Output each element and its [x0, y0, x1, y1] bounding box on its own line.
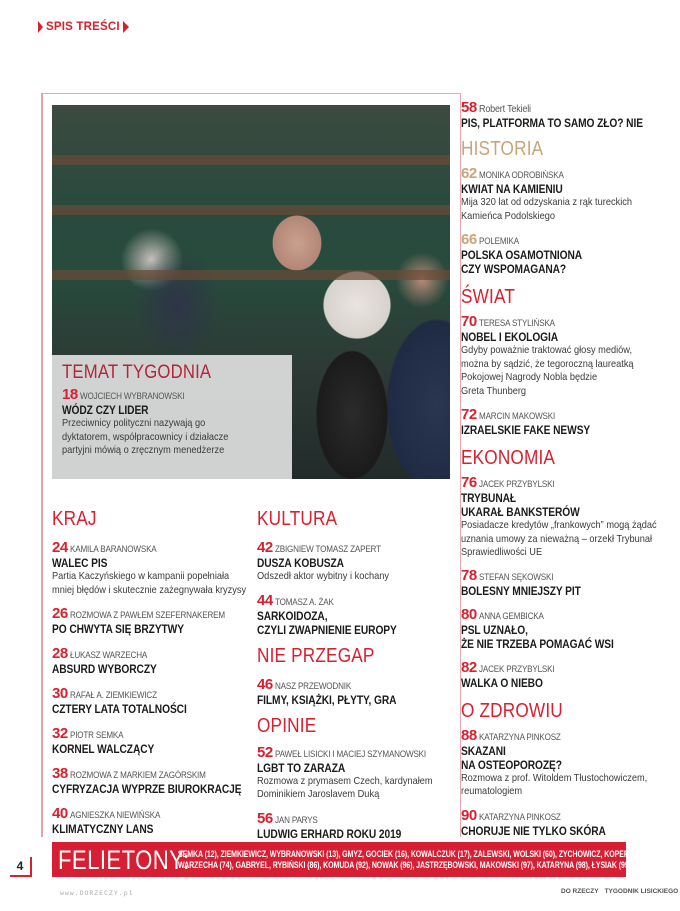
- page-number: 90: [461, 806, 477, 824]
- toc-entry[interactable]: [52, 540, 252, 597]
- article-title[interactable]: CYFRYZACJA WYPRZE BIUROKRACJĘ: [52, 782, 242, 796]
- article-description: Greta Thunberg: [461, 384, 527, 397]
- article-title[interactable]: CZYLI ZWAPNIENIE EUROPY: [257, 622, 397, 637]
- section-title-kultura: KULTURA: [257, 508, 338, 530]
- author: POLEMIKA: [478, 236, 519, 246]
- page-number: 62: [461, 165, 477, 182]
- author: WOJCIECH WYBRANOWSKI: [79, 391, 185, 401]
- section-title-o-zdrowiu: O ZDROWIU: [461, 699, 563, 722]
- toc-entry[interactable]: [461, 660, 676, 690]
- brand-name: DO RZECZY: [561, 888, 599, 895]
- article-description: Posiadacze kredytów „frankowych” mogą żądać: [461, 519, 657, 531]
- author: ŁUKASZ WARZECHA: [69, 650, 147, 660]
- brand-footer: [561, 888, 680, 895]
- author: TOMASZ A. ŻAK: [274, 596, 334, 607]
- section-title-nie-przegap: NIE PRZEGAP: [257, 644, 375, 667]
- article-description: Dominikiem Jaroslavem Duką: [257, 788, 380, 800]
- article-title[interactable]: KORNEL WALCZĄCY: [52, 742, 155, 756]
- toc-entry[interactable]: [257, 593, 457, 637]
- toc-entry[interactable]: [461, 568, 676, 598]
- page-number: 70: [461, 313, 477, 330]
- felietony-label: FELIETONY:: [58, 844, 190, 875]
- article-title[interactable]: BOLESNY MNIEJSZY PIT: [461, 583, 581, 598]
- article-title[interactable]: SARKOIDOZA,: [257, 608, 328, 623]
- felietony-line[interactable]: WARZECHA (74), GABRYEL, RYBIŃSKI (86), KOMUDA (92), NOWAK (96), JASTRZĘBOWSKI, MAKOWSKI (97), KATARYNA (98), ŁYSIAK (99): [178, 859, 631, 870]
- toc-entry[interactable]: [52, 646, 252, 676]
- author: AGNIESZKA NIEWIŃSKA: [69, 810, 160, 820]
- author: MARCIN MAKOWSKI: [478, 411, 555, 421]
- page-number: 42: [257, 539, 273, 556]
- frame-left-border: [41, 93, 43, 837]
- article-title[interactable]: CHORUJE NIE TYLKO SKÓRA: [461, 823, 606, 838]
- page-number: 80: [461, 605, 477, 623]
- photo-bench-row: [52, 270, 450, 280]
- article-title[interactable]: NA OSTEOPOROZĘ?: [461, 757, 562, 772]
- section-title-opinie: OPINIE: [257, 714, 317, 737]
- feature-photo[interactable]: [52, 105, 450, 479]
- author: PIOTR SEMKA: [69, 730, 124, 740]
- section-tag: [38, 18, 129, 36]
- page-number-badge: 4: [10, 857, 32, 877]
- author: Robert Tekieli: [478, 104, 531, 115]
- toc-entry[interactable]: [461, 407, 676, 437]
- author: JAN PARYS: [274, 814, 318, 825]
- toc-entry[interactable]: [257, 540, 457, 584]
- article-title[interactable]: PIS, PLATFORMA TO SAMO ZŁO? NIE: [461, 116, 643, 130]
- author: KATARZYNA PINKOSZ: [478, 811, 561, 822]
- article-description: uznania umowy za nieważną – orzekł Trybunał: [461, 532, 653, 545]
- section-title-swiat: ŚWIAT: [461, 286, 516, 308]
- author: NASZ PRZEWODNIK: [274, 680, 351, 691]
- page-number: 18: [62, 386, 78, 403]
- toc-entry[interactable]: [461, 232, 676, 276]
- toc-entry[interactable]: [52, 726, 252, 756]
- article-title[interactable]: ABSURD WYBORCZY: [52, 662, 157, 676]
- article-description: Pokojowej Nagrody Nobla będzie: [461, 371, 598, 383]
- felietony-names: [178, 849, 680, 871]
- toc-entry[interactable]: [52, 686, 252, 716]
- article-title[interactable]: ŻE NIE TRZEBA POMAGAĆ WSI: [461, 636, 614, 651]
- author: PAWEŁ LISICKI I MACIEJ SZYMANOWSKI: [274, 748, 426, 759]
- right-column: [461, 100, 676, 838]
- page-number: 46: [257, 675, 273, 693]
- felietony-line[interactable]: SEMKA (12), ZIEMKIEWICZ, WYBRANOWSKI (13), GMYZ, GOCIEK (16), KOWALCZUK (17), ZALEWSKI, WOLSKI (60), ZYCHOWICZ, KOPER (68),: [178, 848, 645, 859]
- article-title[interactable]: IZRAELSKIE FAKE NEWSY: [461, 423, 591, 437]
- author: ROZMOWA Z MARKIEM ZAGÓRSKIM: [69, 770, 206, 780]
- page-number: 30: [52, 685, 68, 702]
- page-number: 82: [461, 658, 477, 676]
- author: STEFAN SĘKOWSKI: [478, 571, 553, 582]
- page-number: 58: [461, 99, 477, 116]
- author: ROZMOWA Z PAWŁEM SZEFERNAKEREM: [69, 610, 225, 620]
- page-number: 52: [257, 743, 273, 761]
- toc-entry[interactable]: [461, 100, 676, 130]
- author: JACEK PRZYBYLSKI: [478, 663, 555, 674]
- author: TERESA STYLIŃSKA: [478, 318, 555, 328]
- page-number: 76: [461, 474, 477, 491]
- page-number: 66: [461, 231, 477, 248]
- feature-caption[interactable]: [52, 355, 292, 479]
- author: KATARZYNA PINKOSZ: [478, 731, 561, 742]
- page-number: 44: [257, 591, 273, 609]
- section-tag-label: SPIS TREŚCI: [46, 21, 120, 33]
- page-number: 24: [52, 539, 68, 556]
- website-url[interactable]: www.DORZECZY.pl: [60, 890, 134, 897]
- page-number: 78: [461, 566, 477, 584]
- article-description: Przeciwnicy polityczni nazywają go: [62, 417, 206, 429]
- toc-entry[interactable]: [257, 745, 457, 802]
- page-number: 32: [52, 725, 68, 742]
- left-column: [52, 508, 252, 836]
- article-title[interactable]: WÓDZ CZY LIDER: [62, 403, 149, 417]
- article-title[interactable]: SKAZANI: [461, 743, 506, 758]
- article-title[interactable]: KWIAT NA KAMIENIU: [461, 182, 563, 196]
- section-title-historia: HISTORIA: [461, 138, 544, 160]
- article-description: Mija 320 lat od odzyskania z rąk tureckich: [461, 196, 633, 208]
- article-description: Odszedł aktor wybitny i kochany: [257, 570, 389, 582]
- toc-entry[interactable]: [461, 314, 676, 398]
- article-title[interactable]: KLIMATYCZNY LANS: [52, 822, 154, 836]
- author: ANNA GEMBICKA: [478, 610, 544, 621]
- page-number: 38: [52, 765, 68, 782]
- toc-entry[interactable]: [52, 606, 252, 636]
- article-description: Partia Kaczyńskiego w kampanii popełniała: [52, 570, 230, 582]
- toc-entry[interactable]: [461, 808, 676, 838]
- toc-entry[interactable]: [52, 766, 252, 796]
- article-title[interactable]: LUDWIG ERHARD ROKU 2019: [257, 826, 402, 841]
- toc-entry[interactable]: [52, 806, 252, 836]
- author: RAFAŁ A. ZIEMKIEWICZ: [69, 690, 157, 700]
- feature-meta: [62, 387, 282, 403]
- feature-section-title: TEMAT TYGODNIA: [62, 362, 212, 383]
- photo-bench-row: [52, 205, 450, 215]
- article-title[interactable]: FILMY, KSIĄŻKI, PŁYTY, GRA: [257, 692, 397, 707]
- article-title[interactable]: UKARAŁ BANKSTERÓW: [461, 505, 580, 519]
- article-description: partyjni mówią o zręcznym menedżerze: [62, 444, 225, 456]
- photo-bench-row: [52, 155, 450, 165]
- article-description: reumatologiem: [461, 785, 523, 797]
- article-title[interactable]: CZY WSPOMAGANA?: [461, 262, 567, 276]
- page-number: 26: [52, 605, 68, 622]
- page-number: 28: [52, 645, 68, 662]
- article-title[interactable]: PO CHWYTA SIĘ BRZYTWY: [52, 622, 184, 636]
- section-title-ekonomia: EKONOMIA: [461, 447, 556, 469]
- toc-entry[interactable]: [461, 607, 676, 651]
- toc-entry[interactable]: [257, 811, 457, 841]
- article-title[interactable]: PSL UZNAŁO,: [461, 622, 528, 637]
- article-description: mniej błędów i skutecznie zażegnywała kryzysy: [52, 583, 247, 596]
- felietony-bar: [52, 842, 645, 877]
- middle-column: [257, 508, 457, 841]
- article-title[interactable]: CZTERY LATA TOTALNOŚCI: [52, 702, 187, 716]
- author: KAMILA BARANOWSKA: [69, 544, 157, 554]
- page-number: 72: [461, 406, 477, 423]
- article-title[interactable]: NOBEL I EKOLOGIA: [461, 330, 559, 344]
- toc-entry[interactable]: [461, 166, 676, 223]
- article-title[interactable]: WALEC PIS: [52, 556, 108, 570]
- section-title-kraj: KRAJ: [52, 508, 97, 530]
- toc-entry[interactable]: [257, 677, 457, 707]
- article-title[interactable]: WALKA O NIEBO: [461, 675, 543, 690]
- article-title[interactable]: LGBT TO ZARAZA: [257, 760, 346, 775]
- author: JACEK PRZYBYLSKI: [478, 479, 555, 489]
- triangle-right-icon: [123, 21, 129, 33]
- article-description: Sprawiedliwości UE: [461, 546, 543, 558]
- article-description: Rozmowa z prymasem Czech, kardynałem: [257, 774, 433, 787]
- brand-subtitle: TYGODNIK LISICKIEGO: [604, 888, 679, 895]
- page-number: 56: [257, 809, 273, 827]
- author: MONIKA ODROBIŃSKA: [478, 170, 564, 180]
- article-title[interactable]: POLSKA OSAMOTNIONA: [461, 248, 583, 262]
- article-title[interactable]: DUSZA KOBUSZA: [257, 556, 344, 570]
- article-description: Gdyby poważnie traktować głosy mediów,: [461, 344, 633, 356]
- page-number: 88: [461, 726, 477, 744]
- article-description: dyktatorem, współpracownicy i działacze: [62, 430, 229, 443]
- triangle-left-icon: [38, 21, 43, 33]
- author: ZBIGNIEW TOMASZ ZAPERT: [274, 544, 381, 554]
- toc-entry[interactable]: [461, 728, 676, 799]
- article-description: można by sądzić, że tegoroczną laureatką: [461, 357, 634, 370]
- article-description: Kamieńca Podolskiego: [461, 209, 556, 222]
- article-description: Rozmowa z prof. Witoldem Tłustochowiczem,: [461, 771, 648, 784]
- toc-entry[interactable]: [461, 475, 676, 560]
- article-title[interactable]: TRYBUNAŁ: [461, 491, 517, 505]
- page-number: 40: [52, 805, 68, 822]
